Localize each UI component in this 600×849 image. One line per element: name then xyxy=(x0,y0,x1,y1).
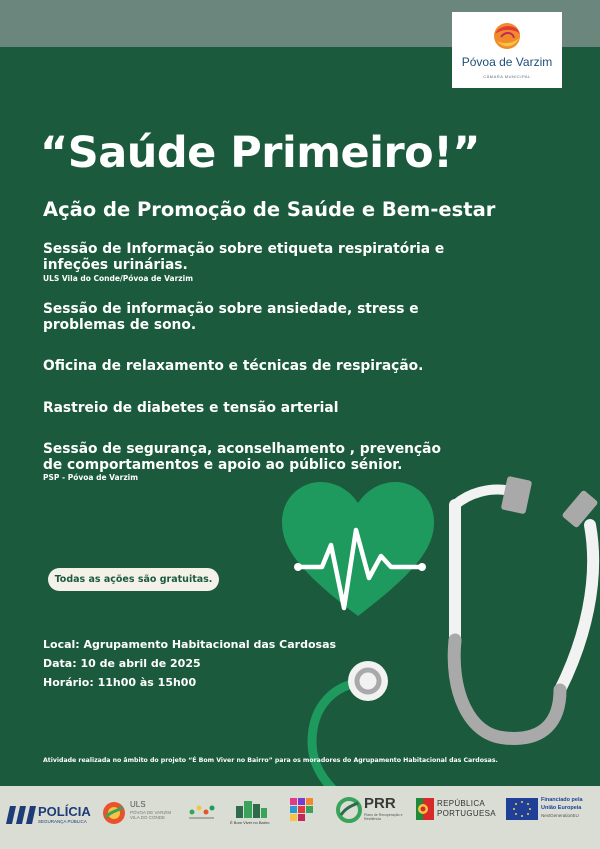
stethoscope-right-tube xyxy=(560,525,593,690)
prr-logo-icon xyxy=(336,797,362,823)
partner-logos-bar xyxy=(0,786,600,849)
activity-note: PSP - Póvoa de Varzim xyxy=(43,473,139,482)
republica-logo-line2: PORTUGUESA xyxy=(437,809,496,818)
event-time: Horário: 11h00 às 15h00 xyxy=(43,676,197,689)
eu-flag-icon xyxy=(506,798,538,820)
activity-note: ULS Vila do Conde/Póvoa de Varzim xyxy=(43,274,194,283)
eu-logo-line2: União Europeia xyxy=(541,805,582,811)
event-location: Local: Agrupamento Habitacional das Cardosas xyxy=(43,638,337,651)
free-notice-badge: Todas as ações são gratuitas. xyxy=(48,568,219,591)
logo-subtitle: CÂMARA MUNICIPAL xyxy=(483,74,531,79)
project-footnote: Atividade realizada no âmbito do projeto “É Bom Viver no Bairro” para os moradores do Agrupamento Habitacional das Cardosas. xyxy=(43,757,498,764)
stethoscope-chestpiece xyxy=(348,661,388,701)
activity-item: Sessão de informação sobre ansiedade, stress e problemas de sono. xyxy=(43,301,419,333)
activity-item: Sessão de Informação sobre etiqueta respiratória e infeções urinárias. xyxy=(43,241,445,273)
uls-logo-text: ULS xyxy=(130,800,146,809)
community-logo-icon xyxy=(186,802,216,822)
portugal-emblem-icon xyxy=(416,798,434,820)
heart-icon xyxy=(282,482,434,616)
logo-name: Póvoa de Varzim xyxy=(461,55,553,69)
republica-logo-line1: REPÚBLICA xyxy=(437,799,486,808)
page-title: “Saúde Primeiro!” xyxy=(40,128,481,178)
page-subtitle: Ação de Promoção de Saúde e Bem-estar xyxy=(43,198,496,221)
colorful-grid-icon xyxy=(290,798,314,822)
eu-logo-line3: NextGenerationEU xyxy=(541,813,579,818)
psp-logo-text: POLÍCIA xyxy=(38,804,91,819)
activity-item: Sessão de segurança, aconselhamento , prevenção de comportamentos e apoio ao público sénior. xyxy=(43,441,441,473)
prr-logo-text: PRR xyxy=(364,795,396,812)
stethoscope-earpiece-left xyxy=(501,476,533,514)
uls-logo-subtext: PÓVOA DE VARZIM VILA DO CONDE xyxy=(130,810,172,820)
stethoscope-metal-tube xyxy=(454,640,560,738)
event-date: Data: 10 de abril de 2025 xyxy=(43,657,201,670)
bom-viver-logo-text: É Bom Viver no Bairro xyxy=(230,820,270,825)
prr-logo-subtext: Plano de Recuperação e Resiliência xyxy=(364,813,403,821)
eu-logo-line1: Financiado pela xyxy=(541,797,583,803)
psp-logo-subtext: SEGURANÇA PÚBLICA xyxy=(38,819,87,824)
activity-item: Oficina de relaxamento e técnicas de respiração. xyxy=(43,358,424,374)
psp-stripes-icon xyxy=(6,806,36,824)
uls-logo-icon xyxy=(102,801,126,825)
buildings-icon xyxy=(234,798,268,818)
activity-item: Rastreio de diabetes e tensão arterial xyxy=(43,400,339,416)
